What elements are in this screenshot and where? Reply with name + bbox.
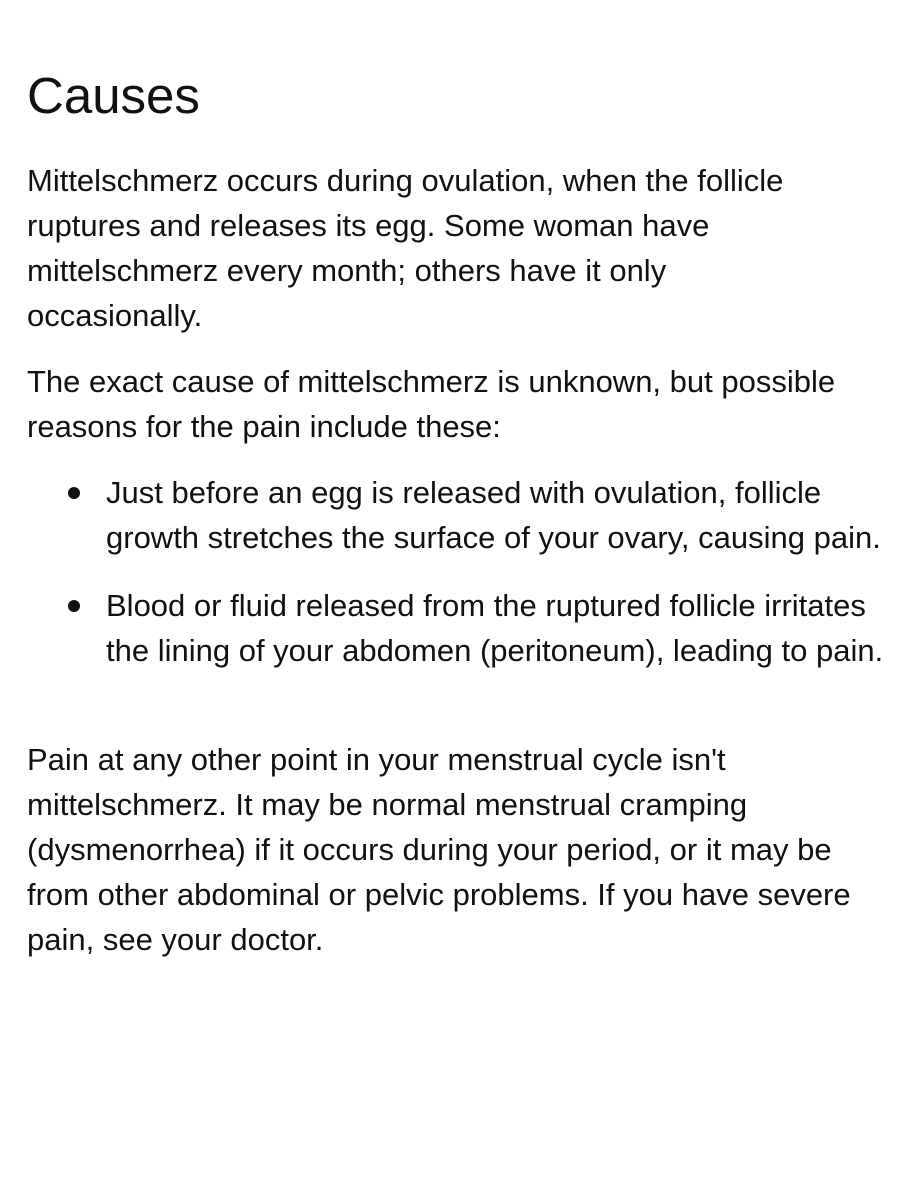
list-item xyxy=(27,583,887,673)
causes-section xyxy=(27,64,887,962)
bullet-icon xyxy=(68,600,80,612)
causes-list xyxy=(27,470,887,673)
bullet-icon xyxy=(68,487,80,499)
cause-intro-paragraph: The exact cause of mittelschmerz is unknown, but possible reasons for the pain include these: xyxy=(27,364,836,444)
section-title: Causes xyxy=(27,67,200,124)
list-item xyxy=(27,470,887,560)
list-item-text: Blood or fluid released from the ruptured follicle irritates the lining of your abdomen (peritoneum), leading to pain. xyxy=(106,588,884,668)
closing-paragraph: Pain at any other point in your menstrual cycle isn't mittelschmerz. It may be normal menstrual cramping (dysmenorrhea) if it occurs during your period, or it may be from other abdominal or pelvic problems. If you have severe pain, see your doctor. xyxy=(27,742,851,957)
list-item-text: Just before an egg is released with ovulation, follicle growth stretches the surface of your ovary, causing pain. xyxy=(106,475,881,555)
intro-paragraph: Mittelschmerz occurs during ovulation, when the follicle ruptures and releases its egg. Some woman have mittelschmerz every month; others have it only occasionally. xyxy=(27,163,784,333)
